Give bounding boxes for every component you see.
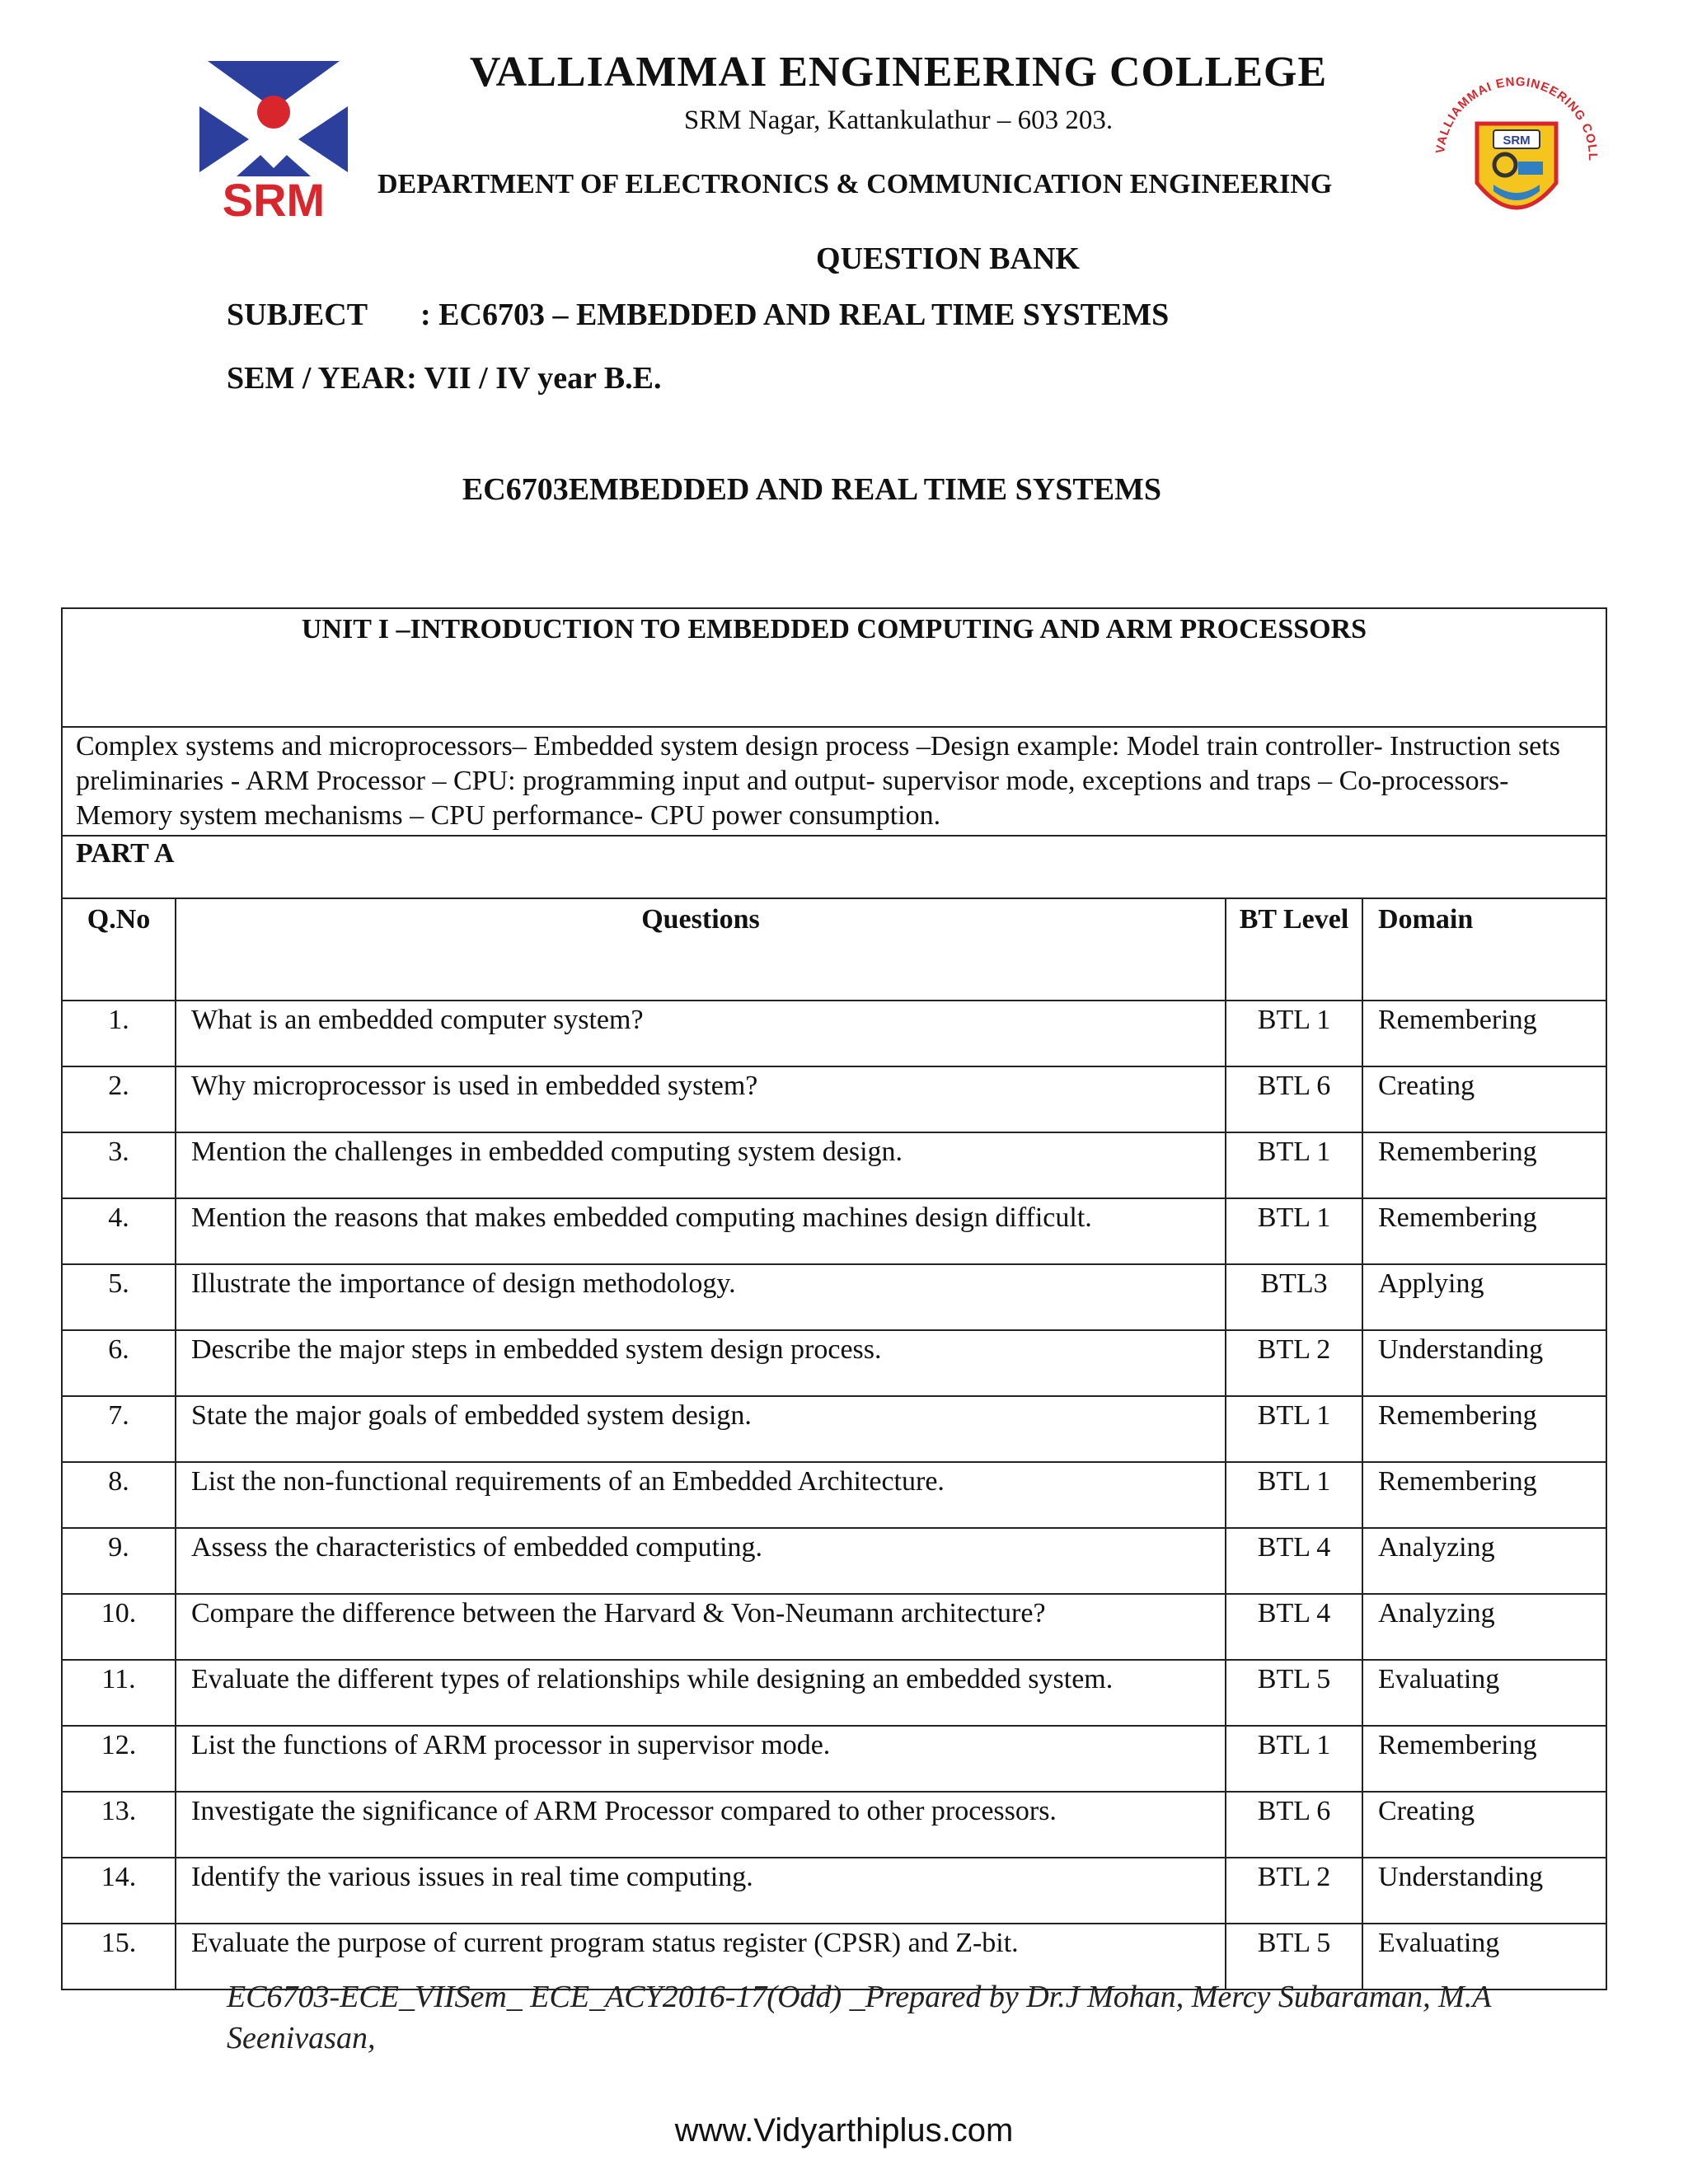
bt-level: BTL 5 bbox=[1226, 1924, 1362, 1990]
question-text: Compare the difference between the Harvard & Von-Neumann architecture? bbox=[176, 1594, 1226, 1660]
domain: Applying bbox=[1362, 1264, 1606, 1330]
unit-title-row bbox=[62, 608, 1606, 727]
question-number: 11. bbox=[62, 1660, 176, 1726]
part-label: PART A bbox=[62, 836, 1606, 898]
bt-level: BTL 6 bbox=[1226, 1792, 1362, 1858]
domain: Remembering bbox=[1362, 1462, 1606, 1528]
domain: Understanding bbox=[1362, 1858, 1606, 1924]
bt-level: BTL 1 bbox=[1226, 1462, 1362, 1528]
question-text: What is an embedded computer system? bbox=[176, 1001, 1226, 1066]
header-questions: Questions bbox=[176, 898, 1226, 1001]
domain: Remembering bbox=[1362, 1726, 1606, 1792]
table-row bbox=[62, 1198, 1606, 1264]
valliammai-badge-text: SRM bbox=[1503, 134, 1531, 148]
footer-website: www.Vidyarthiplus.com bbox=[674, 2112, 1014, 2149]
table-row bbox=[62, 1330, 1606, 1396]
question-number: 13. bbox=[62, 1792, 176, 1858]
question-text: State the major goals of embedded system design. bbox=[176, 1396, 1226, 1462]
question-text: Evaluate the purpose of current program status register (CPSR) and Z-bit. bbox=[176, 1924, 1226, 1990]
question-text: Identify the various issues in real time computing. bbox=[176, 1858, 1226, 1924]
bt-level: BTL 1 bbox=[1226, 1198, 1362, 1264]
course-title: EC6703EMBEDDED AND REAL TIME SYSTEMS bbox=[462, 472, 1162, 507]
question-number: 10. bbox=[62, 1594, 176, 1660]
bt-level: BTL 6 bbox=[1226, 1066, 1362, 1132]
table-row bbox=[62, 1066, 1606, 1132]
domain: Remembering bbox=[1362, 1198, 1606, 1264]
domain: Remembering bbox=[1362, 1001, 1606, 1066]
question-number: 14. bbox=[62, 1858, 176, 1924]
question-number: 15. bbox=[62, 1924, 176, 1990]
domain: Analyzing bbox=[1362, 1528, 1606, 1594]
srm-logo-text: SRM bbox=[222, 174, 326, 226]
bt-level: BTL 4 bbox=[1226, 1594, 1362, 1660]
domain: Creating bbox=[1362, 1792, 1606, 1858]
table-row bbox=[62, 1858, 1606, 1924]
question-text: Evaluate the different types of relationships while designing an embedded system. bbox=[176, 1660, 1226, 1726]
college-address: SRM Nagar, Kattankulathur – 603 203. bbox=[683, 105, 1114, 135]
domain: Remembering bbox=[1362, 1396, 1606, 1462]
table-row bbox=[62, 1528, 1606, 1594]
question-table bbox=[61, 607, 1607, 1990]
domain: Evaluating bbox=[1362, 1660, 1606, 1726]
bt-level: BTL 2 bbox=[1226, 1858, 1362, 1924]
question-number: 12. bbox=[62, 1726, 176, 1792]
subject-label: SUBJECT bbox=[227, 298, 368, 332]
question-text: Why microprocessor is used in embedded system? bbox=[176, 1066, 1226, 1132]
bt-level: BTL3 bbox=[1226, 1264, 1362, 1330]
question-text: Mention the reasons that makes embedded computing machines design difficult. bbox=[176, 1198, 1226, 1264]
table-row bbox=[62, 1396, 1606, 1462]
valliammai-ring-text: VALLIAMMAI ENGINEERING COLL bbox=[1433, 74, 1601, 162]
bt-level: BTL 1 bbox=[1226, 1132, 1362, 1198]
part-row bbox=[62, 836, 1606, 898]
bt-level: BTL 1 bbox=[1226, 1396, 1362, 1462]
question-number: 4. bbox=[62, 1198, 176, 1264]
bt-level: BTL 1 bbox=[1226, 1726, 1362, 1792]
header-domain: Domain bbox=[1362, 898, 1606, 1001]
header-bt-level: BT Level bbox=[1226, 898, 1362, 1001]
question-text: Illustrate the importance of design methodology. bbox=[176, 1264, 1226, 1330]
question-number: 7. bbox=[62, 1396, 176, 1462]
bt-level: BTL 4 bbox=[1226, 1528, 1362, 1594]
question-text: Investigate the significance of ARM Processor compared to other processors. bbox=[176, 1792, 1226, 1858]
question-number: 5. bbox=[62, 1264, 176, 1330]
question-number: 2. bbox=[62, 1066, 176, 1132]
table-row bbox=[62, 1462, 1606, 1528]
question-text: List the non-functional requirements of an Embedded Architecture. bbox=[176, 1462, 1226, 1528]
header-qno: Q.No bbox=[62, 898, 176, 1001]
domain: Remembering bbox=[1362, 1132, 1606, 1198]
bt-level: BTL 1 bbox=[1226, 1001, 1362, 1066]
question-number: 1. bbox=[62, 1001, 176, 1066]
question-number: 8. bbox=[62, 1462, 176, 1528]
question-text: Assess the characteristics of embedded computing. bbox=[176, 1528, 1226, 1594]
subject-value: : EC6703 – EMBEDDED AND REAL TIME SYSTEMS bbox=[420, 298, 1170, 332]
department-name: DEPARTMENT OF ELECTRONICS & COMMUNICATION ENGINEERING bbox=[377, 169, 1333, 199]
question-number: 9. bbox=[62, 1528, 176, 1594]
domain: Analyzing bbox=[1362, 1594, 1606, 1660]
table-row bbox=[62, 1264, 1606, 1330]
unit-title: UNIT I –INTRODUCTION TO EMBEDDED COMPUTING AND ARM PROCESSORS bbox=[62, 608, 1606, 727]
table-row bbox=[62, 1594, 1606, 1660]
table-row bbox=[62, 1792, 1606, 1858]
question-text: Mention the challenges in embedded computing system design. bbox=[176, 1132, 1226, 1198]
bt-level: BTL 5 bbox=[1226, 1660, 1362, 1726]
question-bank-title: QUESTION BANK bbox=[816, 241, 1080, 276]
table-row bbox=[62, 1660, 1606, 1726]
unit-syllabus: Complex systems and microprocessors– Embedded system design process –Design example: Model train controller- Instruction sets preliminaries - ARM Processor – CPU: programming input and output- supervisor mode, exceptions and traps – Co-processors- Memory system mechanisms – CPU performance- CPU power consumption. bbox=[62, 727, 1606, 836]
domain: Understanding bbox=[1362, 1330, 1606, 1396]
table-row bbox=[62, 1001, 1606, 1066]
question-text: List the functions of ARM processor in supervisor mode. bbox=[176, 1726, 1226, 1792]
question-text: Describe the major steps in embedded system design process. bbox=[176, 1330, 1226, 1396]
table-header-row bbox=[62, 898, 1606, 1001]
footer-credit: EC6703-ECE_VIISem_ ECE_ACY2016-17(Odd) _Prepared by Dr.J Mohan, Mercy Subaraman, M.A Seenivasan, bbox=[227, 1980, 1491, 2055]
bt-level: BTL 2 bbox=[1226, 1330, 1362, 1396]
domain: Creating bbox=[1362, 1066, 1606, 1132]
table-row bbox=[62, 1132, 1606, 1198]
syllabus-row bbox=[62, 727, 1606, 836]
college-name: VALLIAMMAI ENGINEERING COLLEGE bbox=[469, 49, 1328, 96]
question-number: 3. bbox=[62, 1132, 176, 1198]
domain: Evaluating bbox=[1362, 1924, 1606, 1990]
sem-year: SEM / YEAR: VII / IV year B.E. bbox=[227, 361, 662, 396]
question-number: 6. bbox=[62, 1330, 176, 1396]
table-row bbox=[62, 1726, 1606, 1792]
